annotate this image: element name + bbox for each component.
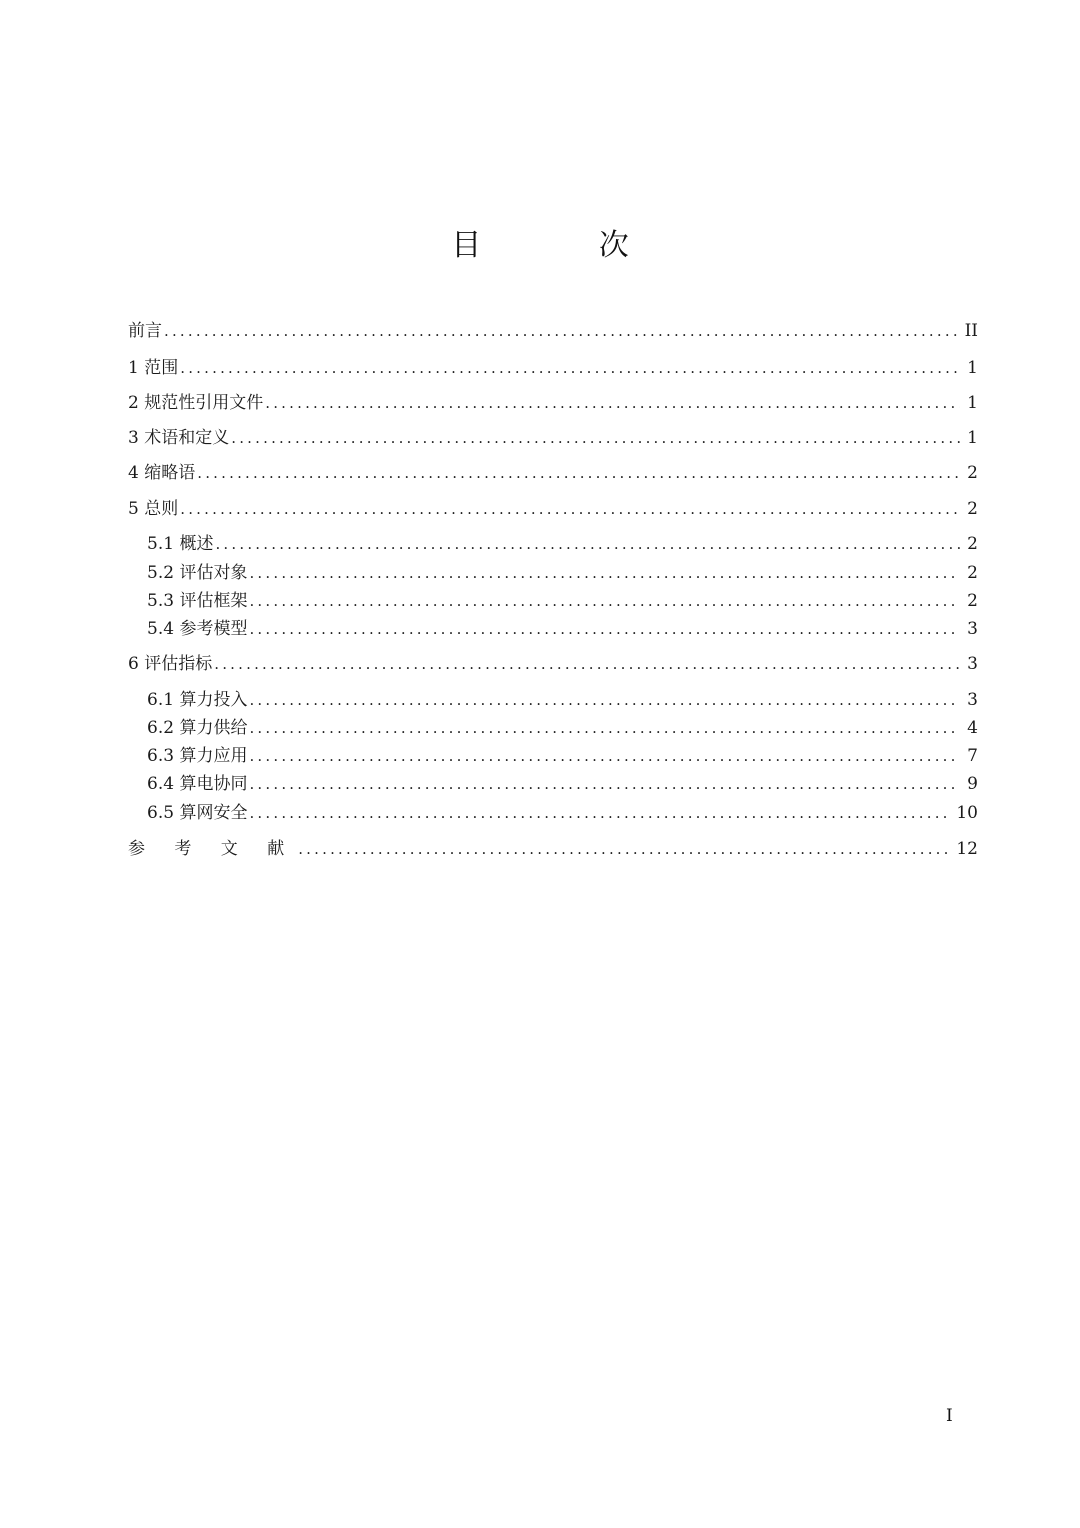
toc-entry-6-4[interactable] [147,771,978,797]
toc-leader-dots [214,651,960,677]
toc-entry-page: 2 [967,534,978,554]
toc-entry-label: 6.2 算力供给 [147,718,248,738]
toc-entry-page: 3 [967,654,978,674]
toc-entry-page: 3 [967,690,978,710]
toc-entry-page: 10 [956,803,978,823]
toc-leader-dots [249,743,960,769]
toc-entry-page: 2 [967,563,978,583]
toc-leader-dots [215,531,960,557]
toc-entry-label: 6.3 算力应用 [147,746,248,766]
toc-entry-scope[interactable] [128,355,978,381]
toc-entry-page: 2 [967,499,978,519]
toc-entry-5-1[interactable] [147,531,978,557]
toc-entry-6-2[interactable] [147,715,978,741]
toc-entry-abbreviations[interactable] [128,460,978,486]
toc-entry-label: 6.1 算力投入 [147,690,248,710]
toc-entry-page: 3 [967,619,978,639]
toc-leader-dots [164,318,960,344]
toc-leader-dots [197,460,960,486]
toc-entry-label: 1 范围 [128,358,179,378]
toc-entry-label: 5.3 评估框架 [147,591,248,611]
toc-entry-page: 12 [956,839,978,859]
toc-entry-foreword[interactable] [128,318,978,344]
toc-leader-dots [249,616,960,642]
toc-entry-label: 5.1 概述 [147,534,214,554]
toc-entry-label: 前言 [128,321,162,341]
toc-leader-dots [249,715,960,741]
toc-entry-page: 1 [967,358,978,378]
toc-leader-dots [249,687,960,713]
toc-leader-dots [249,560,960,586]
toc-entry-bibliography[interactable] [128,836,978,862]
toc-leader-dots [249,588,960,614]
toc-entry-6-3[interactable] [147,743,978,769]
toc-leader-dots [249,771,960,797]
toc-leader-dots [180,355,960,381]
toc-entry-label: 5 总则 [128,499,179,519]
toc-entry-label: 5.4 参考模型 [147,619,248,639]
toc-leader-dots [265,390,960,416]
toc-entry-label: 5.2 评估对象 [147,563,248,583]
toc-entry-page: II [964,321,978,341]
toc-entry-label: 参 考 文 献 [128,839,297,859]
toc-entry-evaluation-indicators[interactable] [128,651,978,677]
toc-entry-5-4[interactable] [147,616,978,642]
toc-entry-page: 1 [967,393,978,413]
toc-entry-label: 3 术语和定义 [128,428,230,448]
toc-entry-label: 6.4 算电协同 [147,774,248,794]
toc-entry-label: 4 缩略语 [128,463,196,483]
toc-leader-dots [180,496,960,522]
toc-entry-label: 6.5 算网安全 [147,803,248,823]
toc-entry-page: 4 [967,718,978,738]
toc-entry-6-5[interactable] [147,800,978,826]
toc-entry-normative-references[interactable] [128,390,978,416]
toc-entry-general[interactable] [128,496,978,522]
toc-entry-6-1[interactable] [147,687,978,713]
toc-entry-page: 9 [967,774,978,794]
toc-entry-label: 6 评估指标 [128,654,213,674]
page-number: I [946,1406,953,1426]
toc-entry-page: 7 [967,746,978,766]
page-title: 目 次 [451,228,683,263]
toc-entry-page: 1 [967,428,978,448]
toc-entry-5-2[interactable] [147,560,978,586]
toc-leader-dots [249,800,952,826]
toc-leader-dots [298,836,952,862]
toc-entry-page: 2 [967,591,978,611]
toc-leader-dots [231,425,960,451]
toc-entry-label: 2 规范性引用文件 [128,393,264,413]
toc-entry-terms-definitions[interactable] [128,425,978,451]
toc-entry-5-3[interactable] [147,588,978,614]
toc-entry-page: 2 [967,463,978,483]
